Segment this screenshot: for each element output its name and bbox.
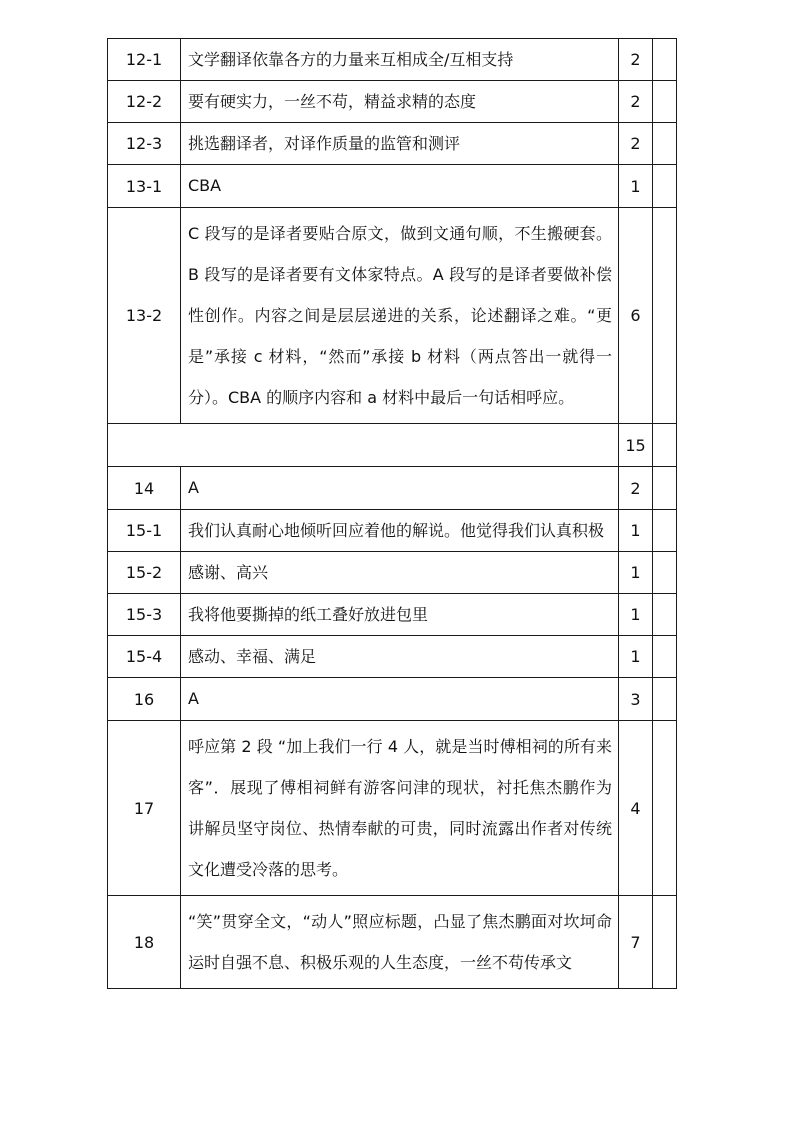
answer-text: A bbox=[181, 467, 619, 510]
question-id: 12-2 bbox=[108, 81, 181, 123]
points: 1 bbox=[619, 165, 653, 208]
empty-cell bbox=[653, 81, 677, 123]
question-id: 14 bbox=[108, 467, 181, 510]
answer-key-table bbox=[107, 38, 677, 989]
empty-cell bbox=[653, 208, 677, 424]
points: 2 bbox=[619, 123, 653, 165]
answer-text: 感动、幸福、满足 bbox=[181, 636, 619, 678]
question-id: 12-3 bbox=[108, 123, 181, 165]
answer-text: 我们认真耐心地倾听回应着他的解说。他觉得我们认真积极 bbox=[181, 510, 619, 552]
question-id: 12-1 bbox=[108, 39, 181, 81]
answer-text: A bbox=[181, 678, 619, 721]
empty-cell bbox=[653, 636, 677, 678]
table-row bbox=[108, 467, 677, 510]
points: 2 bbox=[619, 39, 653, 81]
empty-cell bbox=[653, 552, 677, 594]
empty-cell bbox=[653, 165, 677, 208]
points: 2 bbox=[619, 81, 653, 123]
subtotal-label-cell bbox=[108, 424, 619, 467]
table-row bbox=[108, 123, 677, 165]
answer-text: 挑选翻译者，对译作质量的监管和测评 bbox=[181, 123, 619, 165]
points: 3 bbox=[619, 678, 653, 721]
empty-cell bbox=[653, 123, 677, 165]
answer-text: 感谢、高兴 bbox=[181, 552, 619, 594]
empty-cell bbox=[653, 594, 677, 636]
table-row bbox=[108, 636, 677, 678]
empty-cell bbox=[653, 467, 677, 510]
question-id: 18 bbox=[108, 896, 181, 989]
question-id: 13-2 bbox=[108, 208, 181, 424]
points: 1 bbox=[619, 636, 653, 678]
empty-cell bbox=[653, 39, 677, 81]
empty-cell bbox=[653, 510, 677, 552]
answer-text: 要有硬实力，一丝不苟，精益求精的态度 bbox=[181, 81, 619, 123]
question-id: 15-3 bbox=[108, 594, 181, 636]
table-row bbox=[108, 510, 677, 552]
question-id: 15-2 bbox=[108, 552, 181, 594]
points: 6 bbox=[619, 208, 653, 424]
question-id: 16 bbox=[108, 678, 181, 721]
table-row bbox=[108, 39, 677, 81]
table-row bbox=[108, 896, 677, 989]
question-id: 15-1 bbox=[108, 510, 181, 552]
empty-cell bbox=[653, 896, 677, 989]
empty-cell bbox=[653, 678, 677, 721]
subtotal-row bbox=[108, 424, 677, 467]
question-id: 15-4 bbox=[108, 636, 181, 678]
answer-text: CBA bbox=[181, 165, 619, 208]
table-row bbox=[108, 208, 677, 424]
table-row bbox=[108, 552, 677, 594]
points: 1 bbox=[619, 510, 653, 552]
points: 4 bbox=[619, 721, 653, 896]
table-row bbox=[108, 594, 677, 636]
table-row bbox=[108, 165, 677, 208]
question-id: 17 bbox=[108, 721, 181, 896]
empty-cell bbox=[653, 424, 677, 467]
points: 1 bbox=[619, 594, 653, 636]
empty-cell bbox=[653, 721, 677, 896]
table-row bbox=[108, 678, 677, 721]
answer-text: “笑”贯穿全文，“动人”照应标题，凸显了焦杰鹏面对坎坷命运时自强不息、积极乐观的人生态度，一丝不苟传承文 bbox=[181, 896, 619, 989]
points: 1 bbox=[619, 552, 653, 594]
table-row bbox=[108, 721, 677, 896]
question-id: 13-1 bbox=[108, 165, 181, 208]
points: 7 bbox=[619, 896, 653, 989]
table-row bbox=[108, 81, 677, 123]
subtotal-points: 15 bbox=[619, 424, 653, 467]
answer-text: 呼应第 2 段 “加上我们一行 4 人，就是当时傅相祠的所有来客”．展现了傅相祠鲜有游客问津的现状，衬托焦杰鹏作为讲解员坚守岗位、热情奉献的可贵，同时流露出作者对传统文化遭受冷落的思考。 bbox=[181, 721, 619, 896]
answer-text: C 段写的是译者要贴合原文，做到文通句顺，不生搬硬套。B 段写的是译者要有文体家特点。A 段写的是译者要做补偿性创作。内容之间是层层递进的关系，论述翻译之难。“更是”承接 c 材料，“然而”承接 b 材料（两点答出一就得一分）。CBA 的顺序内容和 a 材料中最后一句话相呼应。 bbox=[181, 208, 619, 424]
points: 2 bbox=[619, 467, 653, 510]
answer-text: 我将他要撕掉的纸工叠好放进包里 bbox=[181, 594, 619, 636]
answer-text: 文学翻译依靠各方的力量来互相成全/互相支持 bbox=[181, 39, 619, 81]
